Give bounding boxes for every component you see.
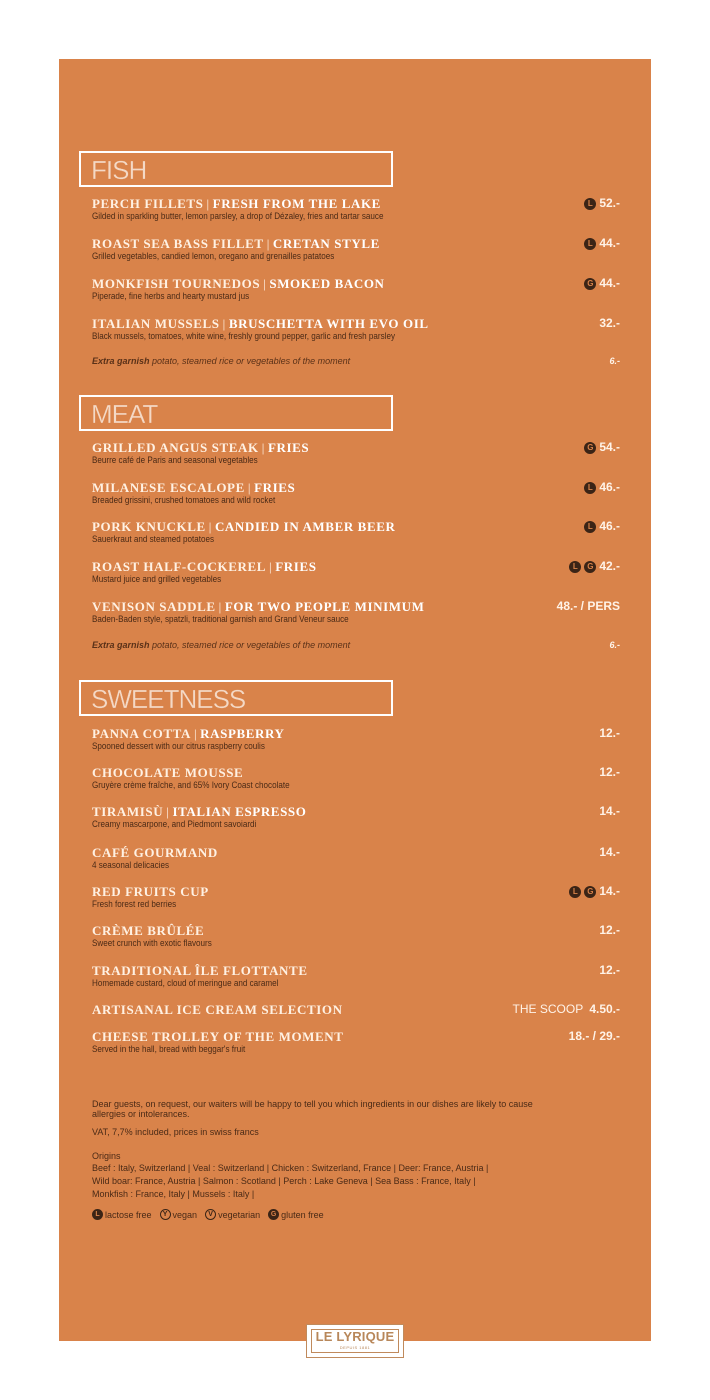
extra-garnish-text: potato, steamed rice or vegetables of the moment (149, 356, 351, 366)
legend-item (205, 1209, 260, 1220)
item-price-group (584, 276, 620, 291)
legend-item (92, 1209, 152, 1220)
item-price-group (599, 804, 620, 819)
item-name (92, 480, 620, 495)
item-title: CAFÉ GOURMAND (92, 845, 218, 860)
item-separator: | (266, 236, 270, 251)
legend-item (160, 1209, 198, 1220)
menu-item (92, 480, 620, 505)
extra-garnish-price: 6.- (609, 640, 620, 650)
item-title: ARTISANAL ICE CREAM SELECTION (92, 1002, 343, 1017)
extra-garnish-text: potato, steamed rice or vegetables of the moment (149, 640, 351, 650)
item-price-group (569, 559, 620, 574)
item-title: CHOCOLATE MOUSSE (92, 765, 244, 780)
item-price: 52.- (599, 196, 620, 210)
gluten-free-icon: G (584, 561, 596, 573)
section-title: SWEETNESS (91, 684, 246, 714)
item-name (92, 884, 620, 899)
logo-since: DEPUIS 1881 (339, 1345, 371, 1350)
menu-item (92, 1002, 620, 1017)
item-price: 46.- (599, 519, 620, 533)
item-title: PERCH FILLETS (92, 196, 204, 211)
item-title: CHEESE TROLLEY OF THE MOMENT (92, 1029, 344, 1044)
item-name (92, 440, 620, 455)
item-description: Creamy mascarpone, and Piedmont savoiardi (92, 819, 257, 829)
menu-item (92, 804, 620, 829)
item-title: VENISON SADDLE (92, 599, 216, 614)
section-title: FISH (91, 155, 147, 185)
item-title: TIRAMISÙ (92, 804, 164, 819)
item-name (92, 804, 620, 819)
vegan-icon: Y (160, 1209, 171, 1220)
item-description: Piperade, fine herbs and hearty mustard jus (92, 291, 250, 301)
item-name (92, 845, 620, 860)
item-price: 12.- (599, 923, 620, 937)
item-title: PANNA COTTA (92, 726, 191, 741)
item-separator: | (166, 804, 170, 819)
item-price: 4.50.- (589, 1002, 620, 1016)
menu-item (92, 1029, 620, 1054)
item-separator: | (206, 196, 210, 211)
item-title: PORK KNUCKLE (92, 519, 206, 534)
vat-note: VAT, 7,7% included, prices in swiss francs (92, 1127, 259, 1137)
item-name (92, 196, 620, 211)
item-description: Fresh forest red berries (92, 899, 177, 909)
origins-line: Wild boar: France, Austria | Salmon : Scotland | Perch : Lake Geneva | Sea Bass : France, Italy | (92, 1176, 476, 1186)
item-subtitle: FRIES (254, 480, 296, 495)
item-title: RED FRUITS CUP (92, 884, 209, 899)
item-description: Breaded grissini, crushed tomatoes and wild rocket (92, 495, 276, 505)
origins-line: Beef : Italy, Switzerland | Veal : Switzerland | Chicken : Switzerland, France | Deer: France, Austria | (92, 1163, 489, 1173)
item-description: Gilded in sparkling butter, lemon parsley, a drop of Dézaley, fries and tartar sauce (92, 211, 384, 221)
menu-item (92, 196, 620, 221)
item-price-group (599, 923, 620, 938)
le-lyrique-logo (306, 1324, 404, 1358)
price-prefix: THE SCOOP (512, 1002, 587, 1016)
item-title: ROAST SEA BASS FILLET (92, 236, 264, 251)
item-name (92, 236, 620, 251)
item-description: Served in the hall, bread with beggar's fruit (92, 1044, 246, 1054)
item-price: 14.- (599, 845, 620, 859)
item-price-group (599, 765, 620, 780)
vegetarian-icon: V (205, 1209, 216, 1220)
item-price: 14.- (599, 804, 620, 818)
item-subtitle: RASPBERRY (200, 726, 285, 741)
item-price: 12.- (599, 765, 620, 779)
menu-item (92, 316, 620, 341)
diet-legend (92, 1209, 324, 1220)
lactose-free-icon: L (584, 521, 596, 533)
item-subtitle: CRETAN STYLE (272, 236, 380, 251)
legend-label: vegan (172, 1209, 198, 1220)
origins-line: Monkfish : France, Italy | Mussels : Italy | (92, 1189, 255, 1199)
item-description: Mustard juice and grilled vegetables (92, 574, 222, 584)
item-price: 14.- (599, 884, 620, 898)
extra-garnish-label: Extra garnish (92, 356, 150, 366)
item-name (92, 1029, 620, 1044)
menu-item (92, 963, 620, 988)
item-price-group (584, 196, 620, 211)
lactose-free-icon: L (92, 1209, 103, 1220)
section-title-box (79, 680, 393, 716)
item-title: MILANESE ESCALOPE (92, 480, 245, 495)
item-price-group (599, 845, 620, 860)
item-price: 44.- (599, 236, 620, 250)
item-price-group (557, 599, 620, 614)
item-title: MONKFISH TOURNEDOS (92, 276, 261, 291)
lactose-free-icon: L (584, 482, 596, 494)
extra-garnish-label: Extra garnish (92, 640, 150, 650)
item-description: Sauerkraut and steamed potatoes (92, 534, 215, 544)
item-description: Black mussels, tomatoes, white wine, freshly ground pepper, garlic and fresh parsley (92, 331, 396, 341)
item-name (92, 559, 620, 574)
item-subtitle: BRUSCHETTA WITH EVO OIL (228, 316, 429, 331)
item-subtitle: FRIES (275, 559, 317, 574)
item-price-group (513, 1002, 620, 1017)
origins-title: Origins (92, 1151, 121, 1161)
item-name (92, 276, 620, 291)
section-title-box (79, 151, 393, 187)
menu-item (92, 884, 620, 909)
allergy-note: Dear guests, on request, our waiters will be happy to tell you which ingredients in our dishes are likely to cause allergies or intolerances. (92, 1099, 533, 1119)
legend-item (268, 1209, 324, 1220)
item-price: 32.- (599, 316, 620, 330)
gluten-free-icon: G (584, 886, 596, 898)
item-price-group (584, 440, 620, 455)
item-separator: | (218, 599, 222, 614)
item-price: 46.- (599, 480, 620, 494)
lactose-free-icon: L (584, 238, 596, 250)
section-title: MEAT (91, 399, 158, 429)
menu-item (92, 923, 620, 948)
item-price: 42.- (599, 559, 620, 573)
item-title: CRÈME BRÛLÉE (92, 923, 205, 938)
item-description: Gruyère crème fraîche, and 65% Ivory Coast chocolate (92, 780, 290, 790)
item-separator: | (247, 480, 252, 495)
menu-item (92, 599, 620, 624)
item-description: Beurre café de Paris and seasonal vegetables (92, 455, 258, 465)
item-subtitle: FRIES (267, 440, 310, 455)
item-title: ROAST HALF-COCKEREL (92, 559, 267, 574)
item-separator: | (261, 440, 265, 455)
item-price-group (569, 884, 620, 899)
lactose-free-icon: L (569, 886, 581, 898)
legend-label: gluten free (281, 1209, 324, 1220)
item-title: ITALIAN MUSSELS (92, 316, 220, 331)
item-price-group (584, 519, 620, 534)
item-name (92, 599, 620, 614)
item-separator: | (193, 726, 198, 741)
item-price-group (599, 316, 620, 331)
gluten-free-icon: G (584, 442, 596, 454)
item-title: TRADITIONAL ÎLE FLOTTANTE (92, 963, 308, 978)
extra-garnish-price: 6.- (609, 356, 620, 366)
item-price-group (569, 1029, 620, 1044)
item-price: 54.- (599, 440, 620, 454)
legend-label: vegetarian (218, 1209, 261, 1220)
item-price-group (584, 480, 620, 495)
item-price: 44.- (599, 276, 620, 290)
item-price: 48.- / PERS (556, 599, 620, 613)
item-name (92, 923, 620, 938)
menu-card (59, 59, 651, 1341)
gluten-free-icon: G (268, 1209, 279, 1220)
menu-item (92, 276, 620, 301)
item-subtitle: SMOKED BACON (269, 276, 385, 291)
item-separator: | (222, 316, 226, 331)
item-price-group (599, 726, 620, 741)
item-name (92, 519, 620, 534)
logo-name: LE LYRIQUE (315, 1329, 395, 1344)
section-title-box (79, 395, 393, 431)
item-name (92, 316, 620, 331)
menu-item (92, 765, 620, 790)
item-name (92, 765, 620, 780)
item-subtitle: CANDIED IN AMBER BEER (214, 519, 396, 534)
extra-garnish (92, 640, 620, 651)
menu-item (92, 519, 620, 544)
item-description: Sweet crunch with exotic flavours (92, 938, 212, 948)
item-description: Homemade custard, cloud of meringue and caramel (92, 978, 279, 988)
item-price: 18.- / 29.- (568, 1029, 620, 1043)
menu-item (92, 440, 620, 465)
lactose-free-icon: L (584, 198, 596, 210)
item-separator: | (263, 276, 267, 291)
item-name (92, 726, 620, 741)
extra-garnish (92, 356, 620, 367)
menu-item (92, 236, 620, 261)
item-subtitle: ITALIAN ESPRESSO (172, 804, 307, 819)
item-price: 12.- (599, 963, 620, 977)
item-price-group (599, 963, 620, 978)
legend-label: lactose free (105, 1209, 152, 1220)
item-name (92, 963, 620, 978)
item-price: 12.- (599, 726, 620, 740)
item-title: GRILLED ANGUS STEAK (92, 440, 259, 455)
item-description: Spooned dessert with our citrus raspberry coulis (92, 741, 265, 751)
item-subtitle: FRESH FROM THE LAKE (212, 196, 381, 211)
item-subtitle: FOR TWO PEOPLE MINIMUM (224, 599, 425, 614)
lactose-free-icon: L (569, 561, 581, 573)
item-separator: | (208, 519, 212, 534)
item-description: 4 seasonal delicacies (92, 860, 170, 870)
gluten-free-icon: G (584, 278, 596, 290)
menu-item (92, 726, 620, 751)
item-separator: | (269, 559, 273, 574)
menu-item (92, 559, 620, 584)
item-price-group (584, 236, 620, 251)
item-description: Baden-Baden style, spatzli, traditional garnish and Grand Veneur sauce (92, 614, 349, 624)
menu-item (92, 845, 620, 870)
item-description: Grilled vegetables, candied lemon, oregano and grenailles patatoes (92, 251, 335, 261)
